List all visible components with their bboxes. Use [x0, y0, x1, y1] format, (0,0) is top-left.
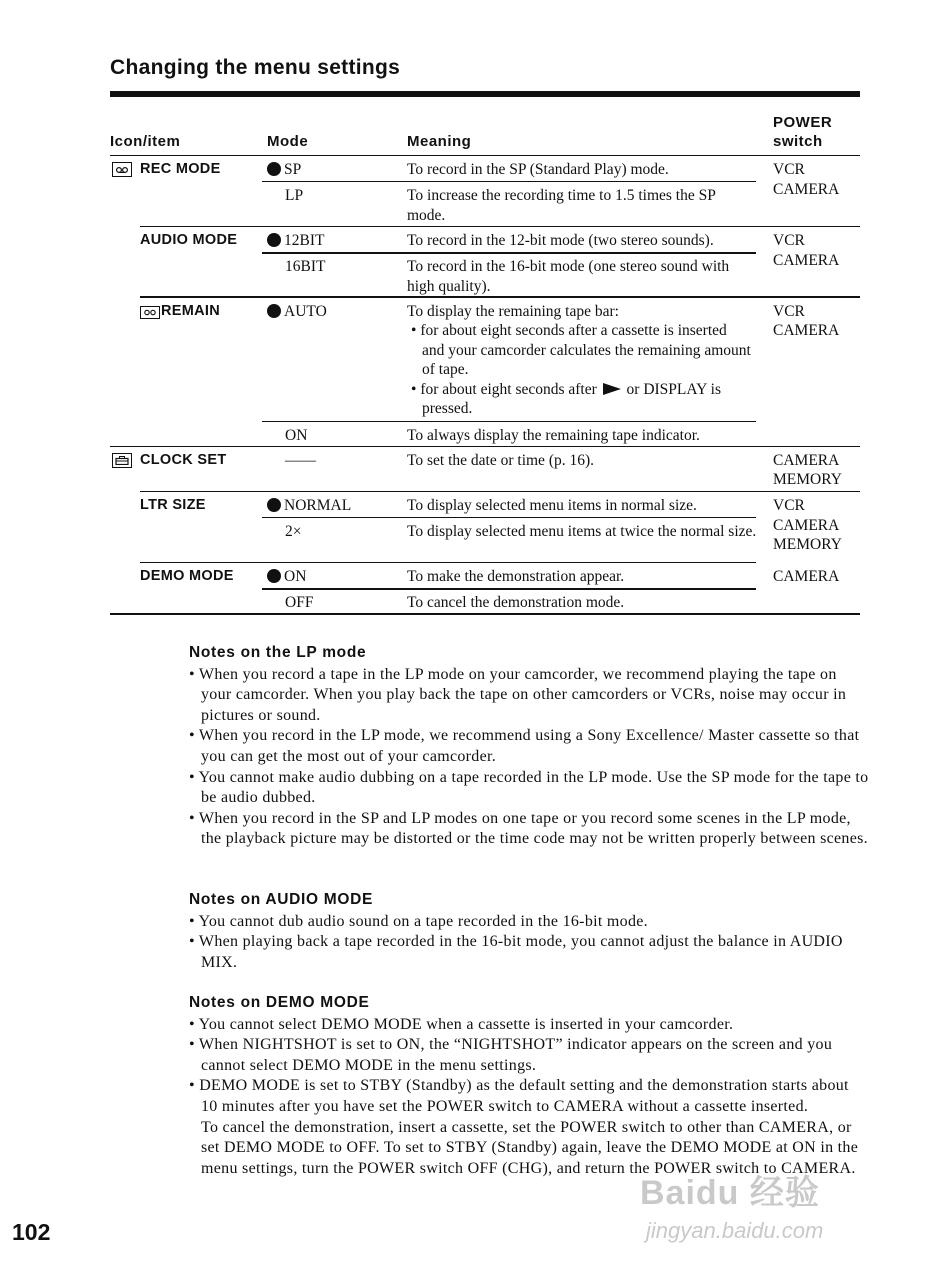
mode-auto [267, 302, 327, 322]
notes-audio-heading: Notes on AUDIO MODE [189, 891, 374, 908]
power-camera: CAMERA [773, 180, 840, 198]
meaning-demo-off: To cancel the demonstration mode. [407, 594, 625, 612]
mode-normal [267, 496, 351, 516]
power-camera: CAMERA [773, 451, 840, 469]
header-power-line1: POWER [773, 114, 833, 131]
list-item: • When NIGHTSHOT is set to ON, the “NIGHTSHOT” indicator appears on the screen and you cannot select DEMO MODE in the menu settings. [189, 1036, 833, 1074]
note-continuation: To cancel the demonstration, insert a cassette, set the POWER switch to other than CAMERA, or set DEMO MODE to OFF. To set to STBY (Standby) again, leave the DEMO MODE at ON in the menu settings, turn the POWER switch OFF (CHG), and return the POWER switch to CAMERA. [201, 1118, 859, 1177]
meaning-on: To always display the remaining tape indicator. [407, 426, 700, 444]
meaning-auto-intro: To display the remaining tape bar: [407, 302, 619, 320]
item-clock-set: CLOCK SET [140, 451, 227, 468]
notes-demo-section [189, 993, 869, 1179]
note-text: When you record a tape in the LP mode on your camcorder, we recommend playing the tape on your camcorder. When you play back the tape on other camcorders or VCRs, noise may occur in pictures or sound. [198, 665, 847, 724]
meaning-auto-bullet-2: • for about eight seconds after or DISPLAY is pressed. [411, 380, 721, 418]
menu-settings-table [110, 108, 860, 615]
meaning-normal: To display selected menu items in normal size. [407, 497, 697, 515]
meaning-auto-bullet-1: • for about eight seconds after a cassette is inserted and your camcorder calculates the remaining amount of tape. [411, 322, 751, 379]
list-item: • When you record a tape in the LP mode on your camcorder, we recommend playing the tape on your camcorder. When you play back the tape on other camcorders or VCRs, noise may occur in pictures or sound. [189, 665, 847, 724]
table-header [110, 108, 860, 156]
meaning-lp: To increase the recording time to 1.5 times the SP mode. [407, 187, 716, 224]
power-memory: MEMORY [773, 471, 842, 489]
bullet-text: or DISPLAY is pressed. [422, 380, 721, 418]
item-rec-mode: REC MODE [140, 161, 221, 177]
table-row-audio-mode [110, 227, 860, 297]
note-text: When playing back a tape recorded in the 16-bit mode, you cannot adjust the balance in AUDIO MIX. [198, 933, 843, 971]
table-row-ltr-size [110, 492, 860, 563]
list-item: • You cannot make audio dubbing on a tape recorded in the LP mode. Use the SP mode for the tape to be audio dubbed. [189, 768, 869, 807]
power-camera: CAMERA [773, 568, 840, 586]
header-power-switch [773, 113, 832, 151]
list-item: • You cannot dub audio sound on a tape recorded in the 16-bit mode. [189, 912, 648, 930]
cassette-icon [112, 162, 132, 177]
mode-auto-label: AUTO [284, 302, 327, 320]
note-text: When NIGHTSHOT is set to ON, the “NIGHTSHOT” indicator appears on the screen and you cannot select DEMO MODE in the menu settings. [198, 1036, 833, 1074]
power-camera: CAMERA [773, 322, 840, 340]
item-demo-mode: DEMO MODE [140, 568, 234, 585]
note-text: When you record in the LP mode, we recommend using a Sony Excellence/ Master cassette so that you can get the most out of your camcorder. [198, 727, 860, 765]
power-vcr: VCR [773, 161, 805, 178]
mode-none: —— [285, 451, 316, 469]
watermark [640, 1165, 823, 1244]
default-dot-icon [267, 162, 281, 176]
notes-lp-heading: Notes on the LP mode [189, 644, 367, 661]
meaning-sp: To record in the SP (Standard Play) mode. [407, 161, 669, 178]
default-dot-icon [267, 498, 281, 512]
list-item: • When you record in the LP mode, we recommend using a Sony Excellence/ Master cassette so that you can get the most out of your camcorder. [189, 727, 860, 765]
table-row-demo-mode [110, 563, 860, 614]
default-dot-icon [267, 304, 281, 318]
mode-lp: LP [285, 187, 304, 204]
power-audio-mode [773, 231, 839, 270]
row-divider [262, 252, 756, 253]
mode-demo-on-label: ON [284, 568, 307, 586]
default-dot-icon [267, 233, 281, 247]
list-item: • When you record in the SP and LP modes on one tape or you record some scenes in the LP mode, the playback picture may be distorted or the time code may not be written properly between scenes. [189, 809, 868, 848]
item-audio-mode: AUDIO MODE [140, 232, 238, 249]
meaning-16bit: To record in the 16-bit mode (one stereo sound with high quality). [407, 258, 730, 295]
mode-2x: 2× [285, 523, 302, 541]
row-divider [262, 181, 756, 182]
header-power-line2: switch [773, 133, 823, 150]
note-text: You cannot select DEMO MODE when a cassette is inserted in your camcorder. [198, 1015, 734, 1033]
power-demo-mode [773, 567, 839, 587]
watermark-logo: Baidu 经验 [640, 1174, 820, 1212]
power-rec-mode [773, 160, 839, 199]
meaning-clock-set: To set the date or time (p. 16). [407, 451, 595, 469]
item-remain-label: REMAIN [161, 302, 220, 319]
mode-sp-label: SP [284, 161, 302, 178]
power-remain [773, 302, 839, 341]
cassette-icon [140, 306, 160, 319]
table-row-rec-mode [110, 156, 860, 227]
notes-audio-section [189, 890, 869, 973]
meaning-2x: To display selected menu items at twice the normal size. [407, 523, 757, 541]
mode-sp [267, 160, 301, 180]
table-row-remain [110, 298, 860, 447]
page-title: Changing the menu settings [110, 56, 401, 79]
header-mode: Mode [267, 133, 309, 150]
table-row-clock-set [110, 447, 860, 492]
power-memory: MEMORY [773, 536, 842, 554]
header-meaning: Meaning [407, 133, 472, 150]
meaning-auto [407, 302, 752, 419]
row-divider [262, 421, 756, 422]
mode-12bit-label: 12BIT [284, 232, 325, 250]
item-remain [140, 302, 220, 322]
toolbox-icon [112, 453, 132, 468]
mode-on: ON [285, 426, 308, 444]
power-clock-set [773, 451, 842, 490]
power-camera: CAMERA [773, 516, 840, 534]
note-text: You cannot dub audio sound on a tape recorded in the 16-bit mode. [198, 912, 648, 930]
note-text: When you record in the SP and LP modes on one tape or you record some scenes in the LP mode, the playback picture may be distorted or the time code may not be written properly between scenes. [198, 809, 868, 848]
power-vcr: VCR [773, 497, 805, 515]
notes-demo-heading: Notes on DEMO MODE [189, 994, 370, 1011]
list-item: • DEMO MODE is set to STBY (Standby) as the default setting and the demonstration starts about 10 minutes after you have set the POWER switch to CAMERA without a cassette inserted. [189, 1077, 849, 1115]
power-ltr-size [773, 496, 842, 555]
bullet-text: for about eight seconds after [420, 380, 597, 398]
header-icon-item: Icon/item [110, 133, 181, 150]
page-number: 102 [12, 1219, 51, 1245]
power-vcr: VCR [773, 302, 805, 320]
table-bottom-rule [110, 613, 860, 614]
notes-lp-section [189, 643, 869, 850]
row-divider [262, 588, 756, 589]
power-camera: CAMERA [773, 251, 840, 269]
note-text: You cannot make audio dubbing on a tape recorded in the LP mode. Use the SP mode for the tape to be audio dubbed. [198, 768, 869, 807]
mode-16bit: 16BIT [285, 258, 326, 276]
play-icon [603, 383, 621, 395]
mode-demo-on [267, 567, 306, 587]
mode-12bit [267, 231, 324, 251]
meaning-12bit: To record in the 12-bit mode (two stereo sounds). [407, 232, 714, 250]
list-item: • When playing back a tape recorded in the 16-bit mode, you cannot adjust the balance in AUDIO MIX. [189, 933, 843, 971]
row-divider [262, 517, 756, 518]
title-rule [110, 91, 860, 97]
power-vcr: VCR [773, 232, 805, 250]
mode-demo-off: OFF [285, 594, 314, 612]
note-text: DEMO MODE is set to STBY (Standby) as the default setting and the demonstration starts about 10 minutes after you have set the POWER switch to CAMERA without a cassette inserted. [199, 1077, 849, 1115]
mode-normal-label: NORMAL [284, 497, 352, 515]
item-ltr-size: LTR SIZE [140, 497, 206, 514]
meaning-demo-on: To make the demonstration appear. [407, 568, 625, 586]
list-item: • You cannot select DEMO MODE when a cassette is inserted in your camcorder. [189, 1015, 734, 1033]
watermark-url: jingyan.baidu.com [646, 1218, 824, 1243]
bullet-text: for about eight seconds after a cassette is inserted and your camcorder calculates the remaining amount of tape. [420, 322, 751, 379]
default-dot-icon [267, 569, 281, 583]
